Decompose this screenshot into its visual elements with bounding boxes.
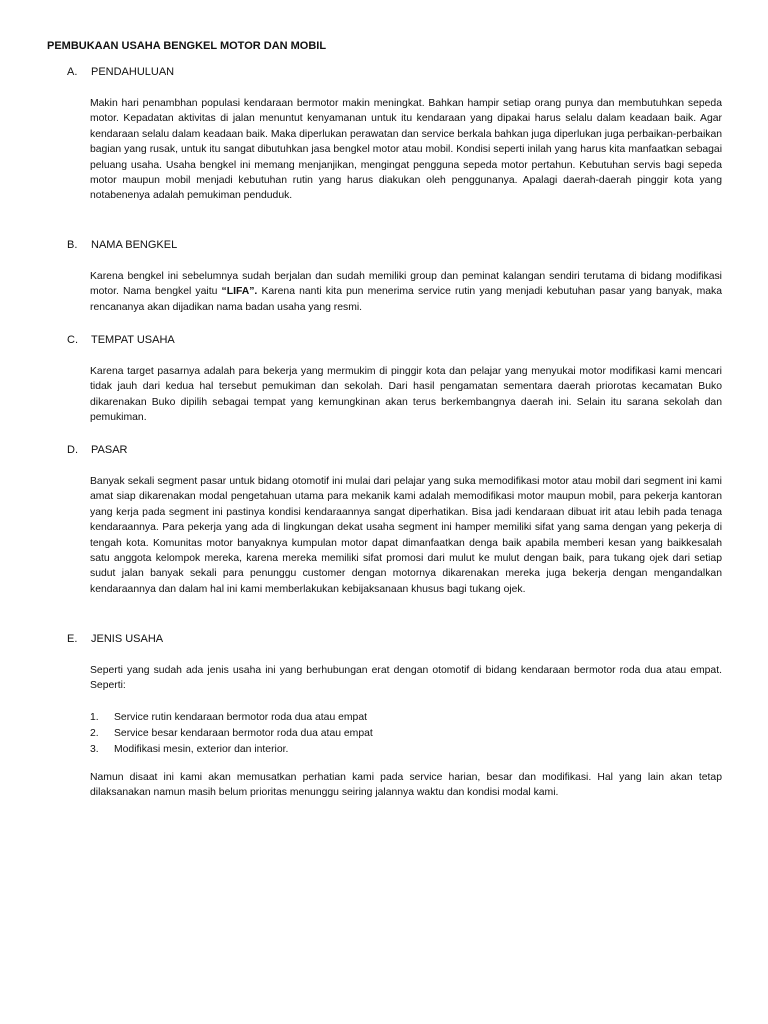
section-title: TEMPAT USAHA	[91, 334, 175, 346]
section-closing-paragraph: Namun disaat ini kami akan memusatkan perhatian kami pada service harian, besar dan modifikasi. Hal yang lain akan tetap dilaksanakan namun masih belum prioritas menunggu seiring jalannya waktu dan kondisi modal kami.	[90, 772, 722, 799]
section-heading-pasar	[67, 444, 127, 456]
section-paragraph-pendahuluan: Makin hari penambhan populasi kendaraan bermotor makin meningkat. Bahkan hampir setiap orang punya dan membutuhkan sepeda motor. Kepadatan aktivitas di jalan menuntut kenyamanan untuk itu kendaraan yang dipakai harus selalu dalam keadaan baik. Agar kendaraan selalu dalam keadaan baik. Maka diperlukan perawatan dan service berkala bahkan juga diperlukan juga perbaikan-perbaikan bagian yang rusak, untuk itu sangat dibutuhkan jasa bengkel motor atau mobil. Kondisi seperti inilah yang harus kita manfaatkan sebagai peluang usaha. Usaha bengkel ini memang menjanjikan, mengingat pengguna sepeda motor pertahun. Kebutuhan servis bagi sepeda motor maupun mobil menjadi kebutuhan rutin yang harus diakukan oleh penggunanya. Apalagi daerah-daerah pinggir kota yang notabenenya adalah pemukiman penduduk.	[90, 98, 722, 202]
list-number: 1.	[90, 712, 99, 723]
bengkel-name: “LIFA”.	[221, 286, 258, 298]
section-paragraph-jenis-usaha: Seperti yang sudah ada jenis usaha ini yang berhubungan erat dengan otomotif di bidang kendaraan bermotor roda dua atau empat. Seperti:	[90, 665, 722, 692]
paragraph-text: Karena bengkel ini sebelumnya sudah berjalan dan sudah memiliki group dan peminat kalangan sendiri terutama di bidang modifikasi motor. Nama bengkel yaitu	[90, 271, 722, 298]
list-text: Service rutin kendaraan bermotor roda dua atau empat	[114, 712, 367, 723]
section-title: NAMA BENGKEL	[91, 239, 178, 251]
section-letter: E.	[67, 633, 78, 645]
list-item	[90, 710, 722, 726]
list-number: 2.	[90, 728, 99, 739]
section-paragraph-nama-bengkel	[90, 269, 722, 315]
section-letter: A.	[67, 66, 78, 78]
section-letter: D.	[67, 444, 78, 456]
list-text: Service besar kendaraan bermotor roda dua atau empat	[114, 728, 373, 739]
section-paragraph-tempat-usaha: Karena target pasarnya adalah para bekerja yang mermukim di pinggir kota dan pelajar yang menyukai motor modifikasi kami mencari tidak jauh dari kedua hal tersebut pemukiman dan sekolah. Dari hasil pengamatan sementara daerah priorotas kecamatan Buko dikarenakan Buko dipilih sebagai tempat yang kemungkinan akan terus berkembangnya daerah ini. Selain itu sarana sekolah dan pemukiman.	[90, 366, 722, 424]
section-title: PENDAHULUAN	[91, 66, 175, 78]
section-title: PASAR	[91, 444, 128, 456]
section-heading-nama-bengkel	[67, 239, 177, 251]
service-list	[90, 710, 722, 758]
section-letter: C.	[67, 334, 78, 346]
document-title: PEMBUKAAN USAHA BENGKEL MOTOR DAN MOBIL	[47, 40, 327, 52]
section-heading-jenis-usaha	[67, 633, 163, 645]
list-item	[90, 726, 722, 742]
list-text: Modifikasi mesin, exterior dan interior.	[114, 744, 289, 755]
list-item	[90, 742, 722, 758]
list-number: 3.	[90, 744, 99, 755]
section-title: JENIS USAHA	[91, 633, 164, 645]
section-paragraph-pasar: Banyak sekali segment pasar untuk bidang otomotif ini mulai dari pelajar yang suka memodifikasi motor atau mobil dari segment ini kami amat siap dikarenakan modal pengetahuan utama para mekanik kami adalah memodifikasi motor maupun mobil, para pekerja kantoran yang kerja pada segment ini pastinya kondisi kendaraannya sangat diperhatikan. Bisa jadi kendaraan dibuat irit atau lebih pada tenaga kendaraannya. Para pekerja yang ada di lingkungan dekat usaha segment ini hamper memiliki sifat yang sama dengan yang pekerja di tengah kota. Komunitas motor banyaknya kumpulan motor dapat dimanfaatkan denga baik apabila memberi kesan yang baikkesalah satu anggota kelompok mereka, karena mereka memiliki sifat promosi dari mulut ke mulut dengan baik, para tukang ojek dari setiap sudut jalan banyak sekali para penunggu customer dengan motornya dikarenakan mereka juga bekerja dengan mengandalkan kendaraannya dan dalam hal ini kami memberlakukan kebijaksanaan khusus bagi tukang ojek.	[90, 476, 722, 595]
section-heading-tempat-usaha	[67, 334, 175, 346]
paragraph-text: Karena nanti kita pun menerima service rutin yang menjadi kebutuhan pasar yang banyak, maka rencananya akan dijadikan nama badan usaha yang resmi.	[90, 286, 723, 313]
section-heading-pendahuluan	[67, 66, 174, 78]
section-letter: B.	[67, 239, 78, 251]
